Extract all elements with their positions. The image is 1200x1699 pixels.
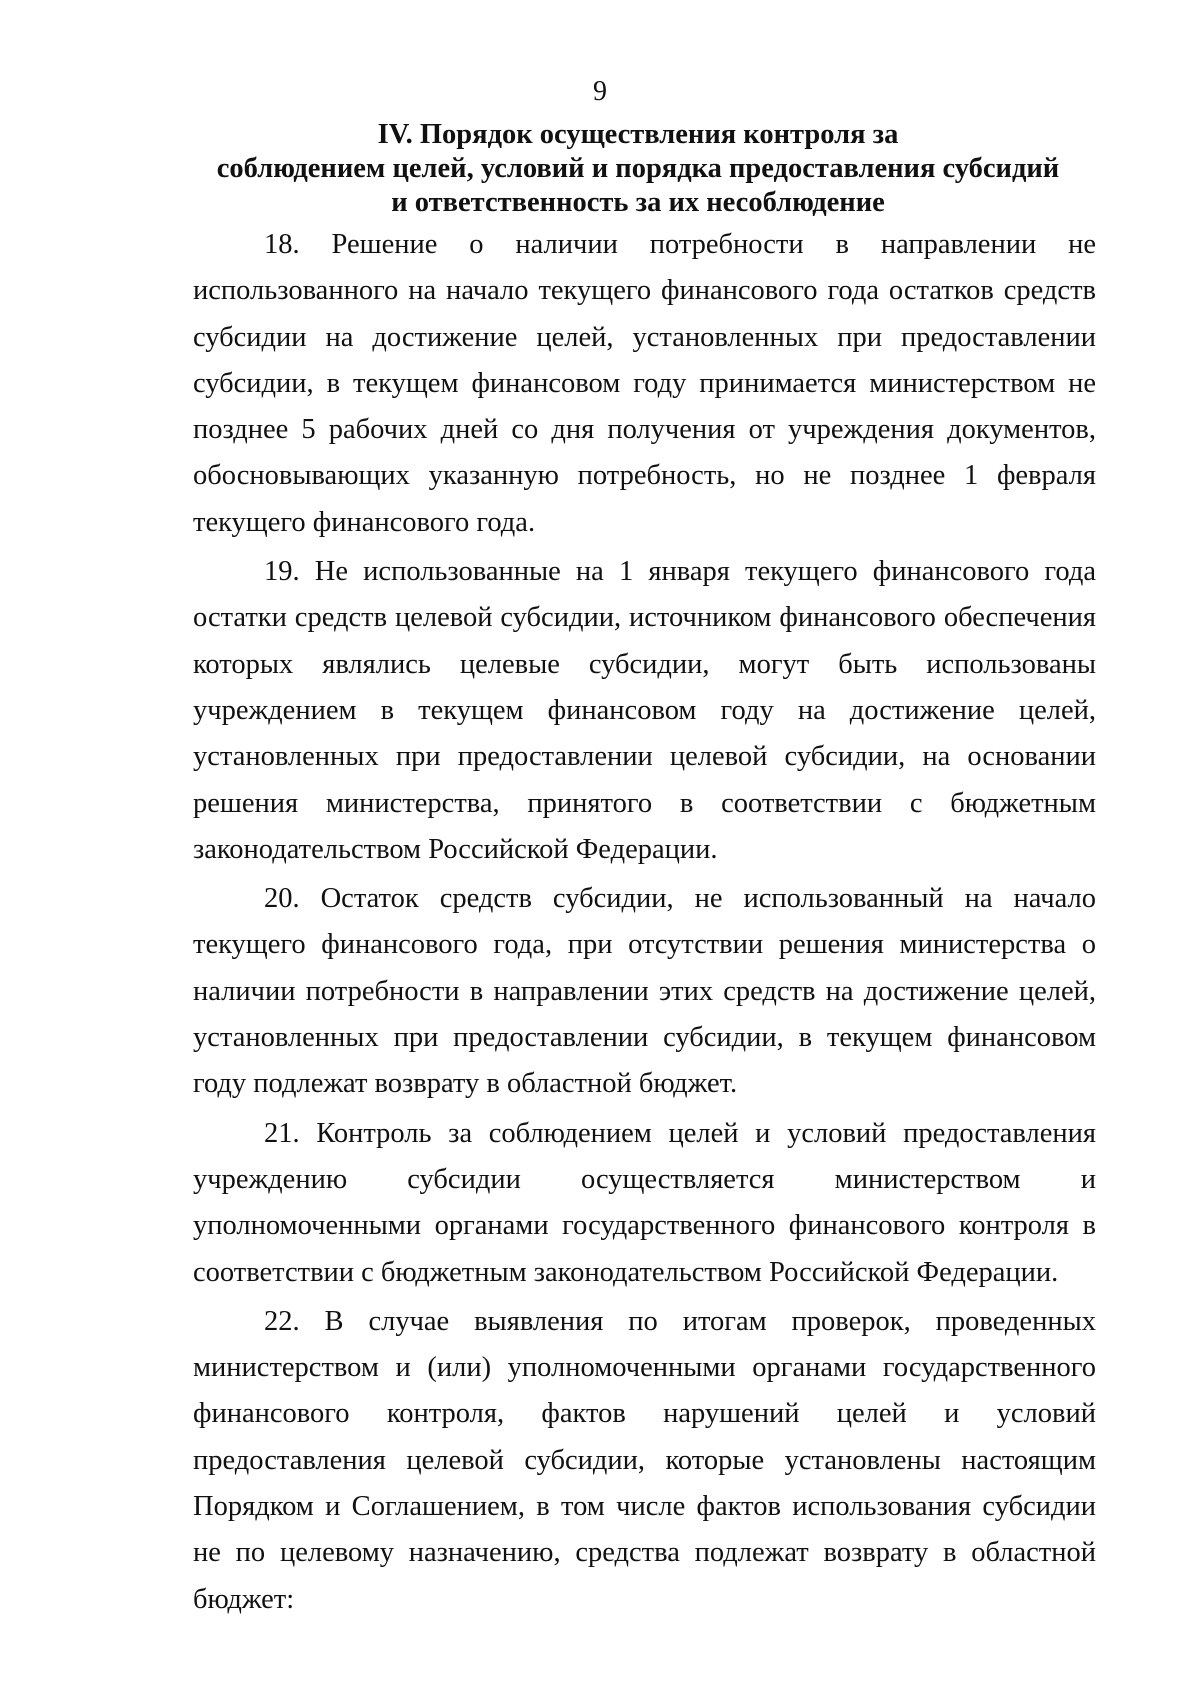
document-body (193, 222, 1096, 1623)
section-title-line-3: и ответственность за их несоблюдение (391, 187, 885, 218)
paragraph-22: 22. В случае выявления по итогам проверок, проведенных министерством и (или) уполномоченными органами государственного финансового контроля, фактов нарушений целей и условий предоставления целевой субсидии, которые установлены настоящим Порядком и Соглашением, в том числе фактов использования субсидии не по целевому назначению, средства подлежат возврату в областной бюджет: (193, 1305, 1096, 1615)
paragraph-20: 20. Остаток средств субсидии, не использованный на начало текущего финансового года, при отсутствии решения министерства о наличии потребности в направлении этих средств на достижение целей, установленных при предоставлении субсидии, в текущем финансовом году подлежат возврату в областной бюджет. (193, 883, 1096, 1100)
paragraph-18: 18. Решение о наличии потребности в направлении не использованного на начало текущего финансового года остатков средств субсидии на достижение целей, установленных при предоставлении субсидии, в текущем финансовом году принимается министерством не позднее 5 рабочих дней со дня получения от учреждения документов, обосновывающих указанную потребность, но не позднее 1 февраля текущего финансового года. (193, 229, 1096, 538)
paragraph-19: 19. Не использованные на 1 января текущего финансового года остатки средств целевой субсидии, источником финансового обеспечения которых являлись целевые субсидии, могут быть использованы учреждением в текущем финансовом году на достижение целей, установленных при предоставлении целевой субсидии, на основании решения министерства, принятого в соответствии с бюджетным законодательством Российской Федерации. (193, 556, 1096, 865)
paragraph-21: 21. Контроль за соблюдением целей и условий предоставления учреждению субсидии осуществляется министерством и уполномоченными органами государственного финансового контроля в соответствии с бюджетным законодательством Российской Федерации. (193, 1117, 1096, 1288)
page-number: 9 (593, 76, 607, 107)
section-title (180, 118, 1096, 220)
section-title-line-2: соблюдением целей, условий и порядка предоставления субсидий (216, 153, 1060, 184)
section-title-line-1: IV. Порядок осуществления контроля за (377, 119, 899, 150)
